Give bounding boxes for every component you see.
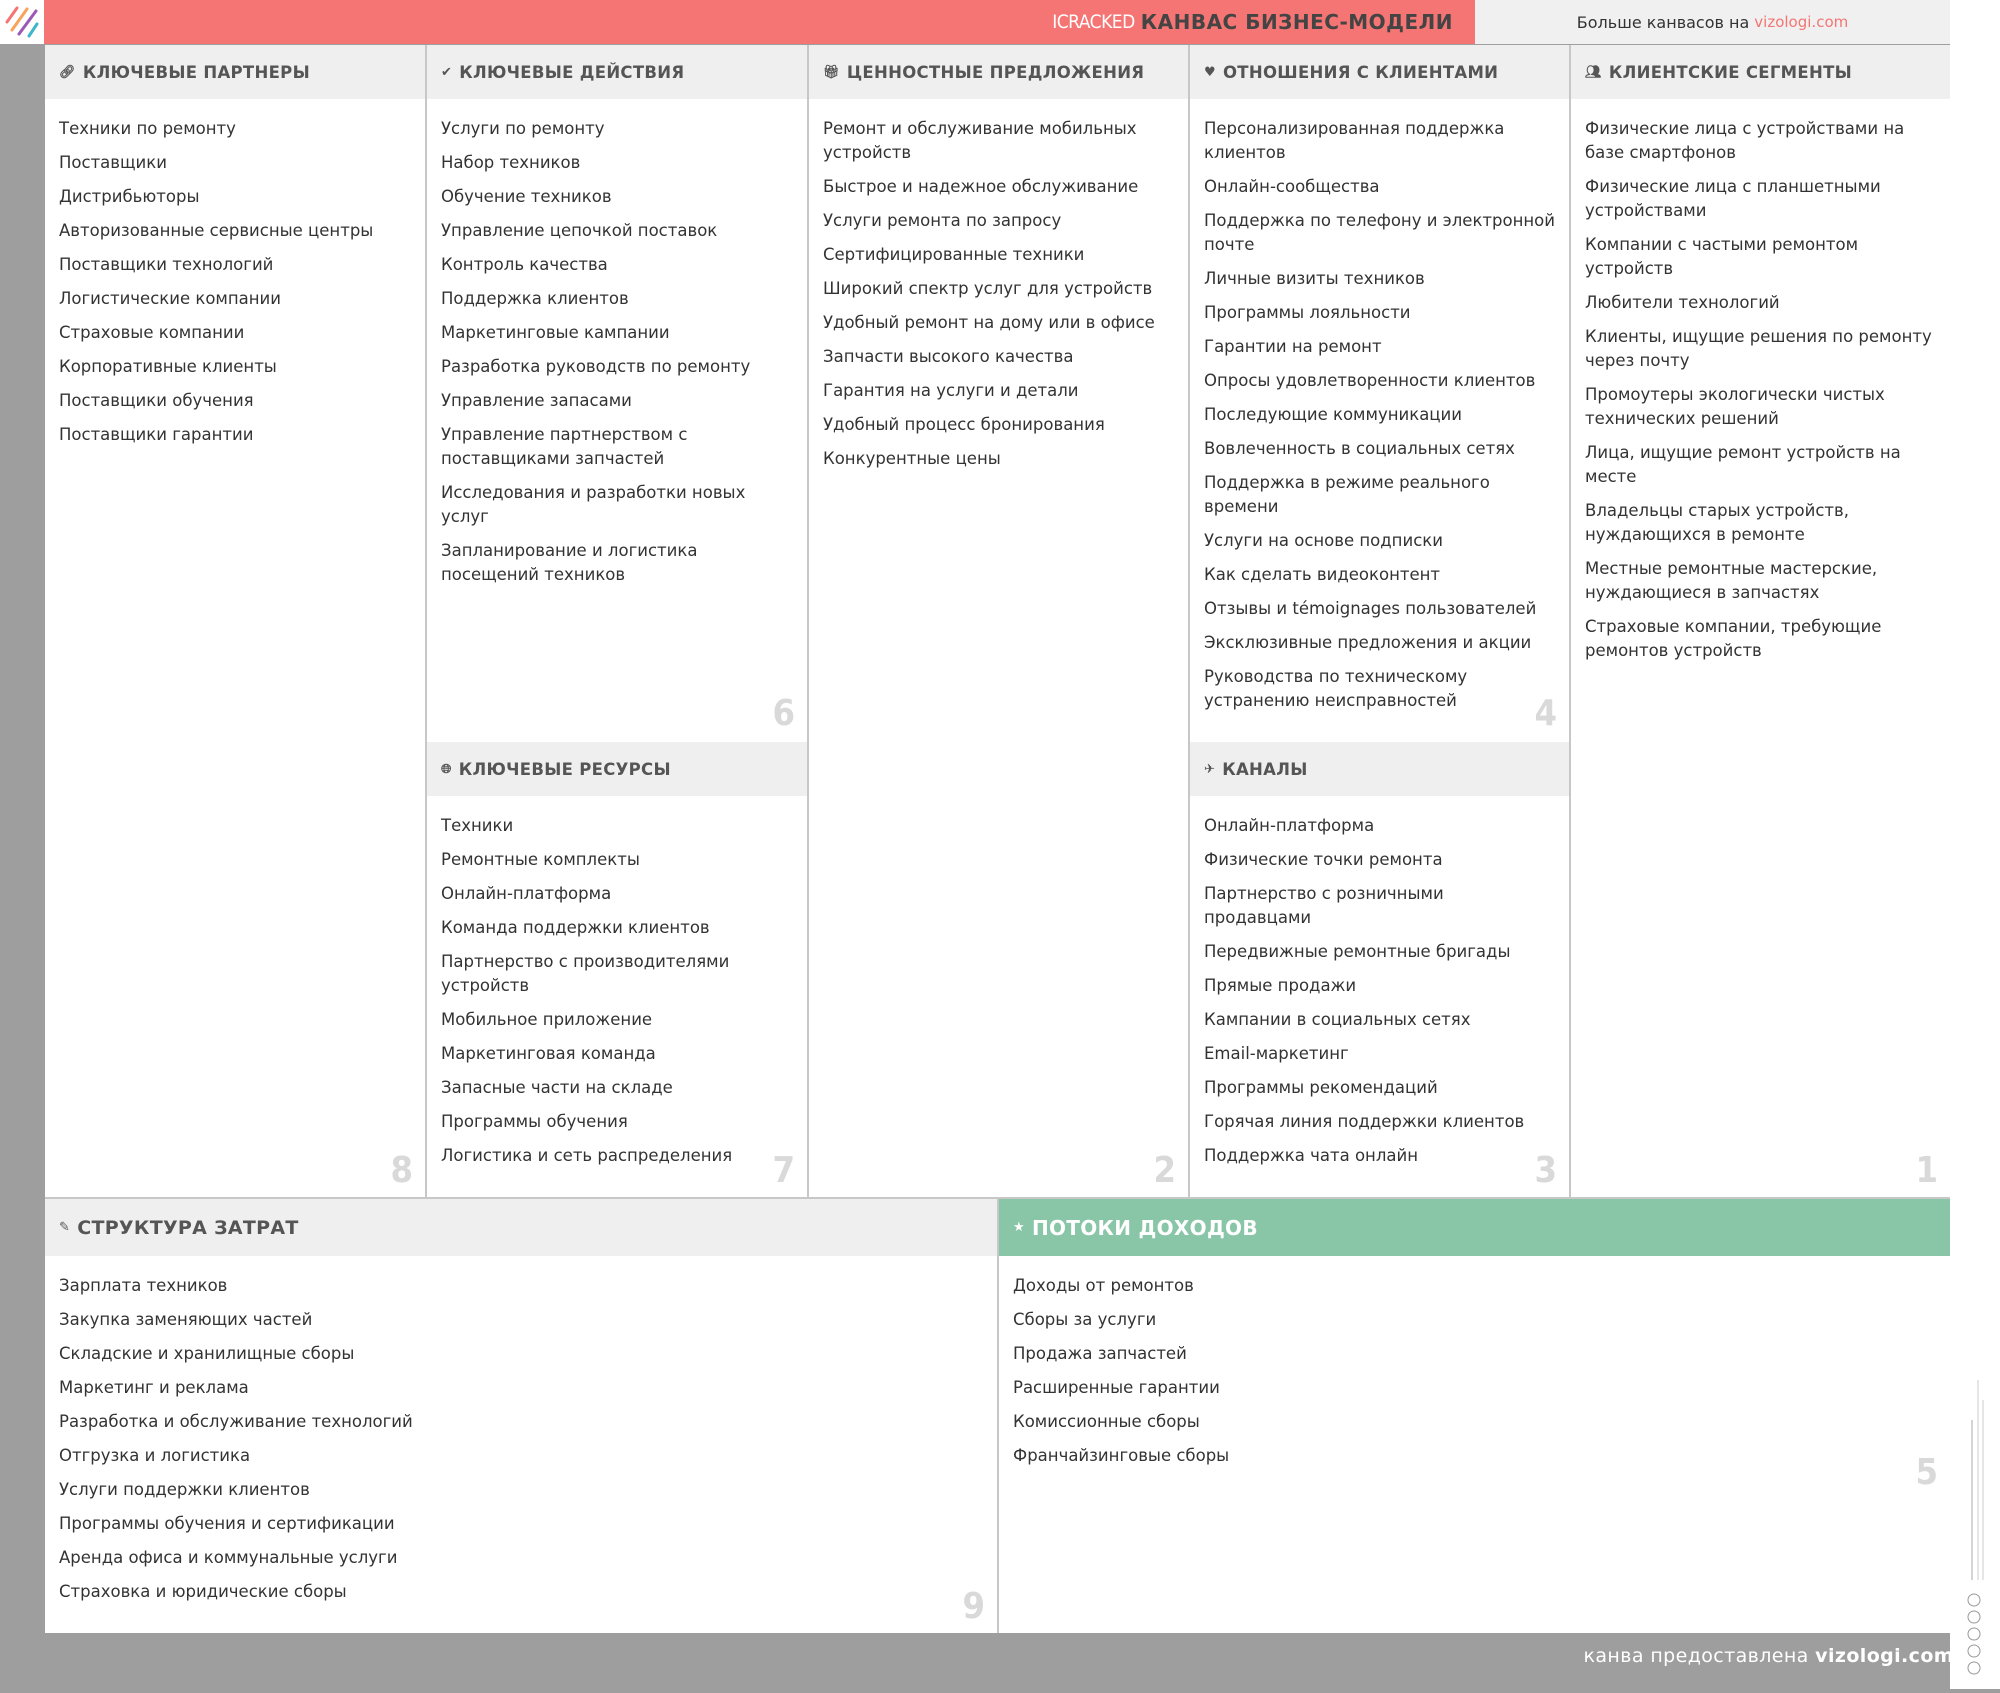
- list-item: Физические лица с устройствами на базе смартфонов: [1585, 119, 1905, 162]
- footer-link[interactable]: vizologi.com: [1815, 1645, 1954, 1667]
- cost-structure-header: [45, 1199, 997, 1256]
- people-icon: 👥︎: [1585, 64, 1602, 80]
- divider: [425, 45, 427, 1197]
- block-number: 9: [962, 1586, 985, 1627]
- divider: [45, 1197, 1950, 1199]
- list-item: Зарплата техников: [59, 1276, 228, 1295]
- list-item: Управление запасами: [441, 391, 632, 410]
- business-model-canvas: [45, 45, 1950, 1633]
- list-item: Поддержка в режиме реального времени: [1204, 473, 1490, 516]
- revenue-streams-list: [999, 1256, 1950, 1468]
- list-item: Франчайзинговые сборы: [1013, 1446, 1230, 1465]
- list-item: Клиенты, ищущие решения по ремонту через почту: [1585, 327, 1932, 370]
- license-icons: [1950, 0, 2000, 1689]
- list-item: Страховые компании, требующие ремонтов устройств: [1585, 617, 1882, 660]
- list-item: Разработка и обслуживание технологий: [59, 1412, 413, 1431]
- list-item: Управление цепочкой поставок: [441, 221, 718, 240]
- list-item: Техники по ремонту: [59, 119, 236, 138]
- channels-title: КАНАЛЫ: [1222, 759, 1308, 779]
- cost-structure-block: [45, 1199, 997, 1633]
- list-item: Дистрибьюторы: [59, 187, 200, 206]
- gift-icon: 🎁︎: [823, 64, 840, 80]
- list-item: Поддержка клиентов: [441, 289, 629, 308]
- list-item: Комиссионные сборы: [1013, 1412, 1200, 1431]
- key-partners-block: [45, 45, 425, 1197]
- customer-relationships-title: ОТНОШЕНИЯ С КЛИЕНТАМИ: [1222, 62, 1499, 82]
- list-item: Физические точки ремонта: [1204, 850, 1443, 869]
- license-strip: [1950, 0, 2000, 1689]
- list-item: Исследования и разработки новых услуг: [441, 483, 746, 526]
- list-item: Руководства по техническому устранению неисправностей: [1204, 667, 1468, 710]
- list-item: Онлайн-платформа: [1204, 816, 1375, 835]
- value-propositions-title: ЦЕННОСТНЫЕ ПРЕДЛОЖЕНИЯ: [846, 62, 1145, 82]
- divider: [1569, 45, 1571, 1197]
- list-item: Поставщики технологий: [59, 255, 274, 274]
- list-item: Кампании в социальных сетях: [1204, 1010, 1471, 1029]
- list-item: Страховые компании: [59, 323, 245, 342]
- list-item: Логистика и сеть распределения: [441, 1146, 733, 1165]
- customer-segments-list: [1571, 99, 1950, 663]
- key-activities-title: КЛЮЧЕВЫЕ ДЕЙСТВИЯ: [459, 62, 685, 82]
- block-number: 3: [1534, 1150, 1557, 1191]
- title-bar: [44, 0, 1475, 44]
- list-item: Логистические компании: [59, 289, 282, 308]
- list-item: Промоутеры экологически чистых технических решений: [1585, 385, 1885, 428]
- block-number: 4: [1534, 693, 1557, 734]
- key-resources-block: [427, 742, 807, 1197]
- plane-icon: ✈: [1204, 761, 1216, 777]
- key-resources-header: [427, 742, 807, 796]
- list-item: Гарантии на ремонт: [1204, 337, 1382, 356]
- revenue-streams-header: [999, 1199, 1950, 1256]
- list-item: Ремонт и обслуживание мобильных устройств: [823, 119, 1137, 162]
- list-item: Отгрузка и логистика: [59, 1446, 251, 1465]
- list-item: Продажа запчастей: [1013, 1344, 1187, 1363]
- list-item: Опросы удовлетворенности клиентов: [1204, 371, 1536, 390]
- list-item: Запасные части на складе: [441, 1078, 673, 1097]
- revenue-streams-title: ПОТОКИ ДОХОДОВ: [1031, 1215, 1258, 1240]
- list-item: Личные визиты техников: [1204, 269, 1425, 288]
- list-item: Удобный ремонт на дому или в офисе: [823, 313, 1155, 332]
- list-item: Партнерство с розничными продавцами: [1204, 884, 1444, 927]
- block-number: 2: [1153, 1150, 1176, 1191]
- list-item: Команда поддержки клиентов: [441, 918, 710, 937]
- list-item: Запчасти высокого качества: [823, 347, 1074, 366]
- block-number: 6: [772, 693, 795, 734]
- list-item: Поддержка чата онлайн: [1204, 1146, 1419, 1165]
- list-item: Поставщики гарантии: [59, 425, 254, 444]
- list-item: Удобный процесс бронирования: [823, 415, 1105, 434]
- list-item: Владельцы старых устройств, нуждающихся в ремонте: [1585, 501, 1850, 544]
- block-number: 8: [390, 1150, 413, 1191]
- list-item: Услуги поддержки клиентов: [59, 1480, 310, 1499]
- channels-block: [1190, 742, 1569, 1197]
- globe-icon: 🌐︎: [441, 761, 452, 777]
- star-icon: ★: [1013, 1220, 1025, 1235]
- list-item: Складские и хранилищные сборы: [59, 1344, 355, 1363]
- company-name: ICRACKED: [1052, 11, 1135, 33]
- list-item: Последующие коммуникации: [1204, 405, 1462, 424]
- list-item: Мобильное приложение: [441, 1010, 653, 1029]
- list-item: Страховка и юридические сборы: [59, 1582, 347, 1601]
- list-item: Услуги на основе подписки: [1204, 531, 1443, 550]
- key-activities-block: [427, 45, 807, 740]
- list-item: Услуги ремонта по запросу: [823, 211, 1062, 230]
- list-item: Контроль качества: [441, 255, 608, 274]
- block-number: 5: [1915, 1452, 1938, 1493]
- list-item: Партнерство с производителями устройств: [441, 952, 730, 995]
- list-item: Онлайн-платформа: [441, 884, 612, 903]
- list-item: Управление партнерством с поставщиками запчастей: [441, 425, 688, 468]
- list-item: Авторизованные сервисные центры: [59, 221, 374, 240]
- more-canvases-banner[interactable]: [1475, 0, 1950, 44]
- customer-relationships-list: [1190, 99, 1569, 713]
- value-propositions-header: [809, 45, 1188, 99]
- value-propositions-list: [809, 99, 1188, 471]
- key-resources-title: КЛЮЧЕВЫЕ РЕСУРСЫ: [458, 759, 671, 779]
- list-item: Сборы за услуги: [1013, 1310, 1157, 1329]
- list-item: Горячая линия поддержки клиентов: [1204, 1112, 1525, 1131]
- list-item: Поддержка по телефону и электронной почте: [1204, 211, 1555, 254]
- list-item: Вовлеченность в социальных сетях: [1204, 439, 1515, 458]
- cost-structure-list: [45, 1256, 997, 1604]
- list-item: Маркетинг и реклама: [59, 1378, 249, 1397]
- vizologi-logo[interactable]: [0, 0, 44, 44]
- list-item: Услуги по ремонту: [441, 119, 605, 138]
- more-canvases-text: Больше канвасов на: [1576, 12, 1750, 32]
- list-item: Широкий спектр услуг для устройств: [823, 279, 1153, 298]
- list-item: Отзывы и témoignages пользователей: [1204, 599, 1537, 618]
- list-item: Поставщики: [59, 153, 167, 172]
- list-item: Поставщики обучения: [59, 391, 254, 410]
- list-item: Программы лояльности: [1204, 303, 1411, 322]
- value-propositions-block: [809, 45, 1188, 1197]
- list-item: Аренда офиса и коммунальные услуги: [59, 1548, 398, 1567]
- list-item: Эксклюзивные предложения и акции: [1204, 633, 1532, 652]
- cost-structure-title: СТРУКТУРА ЗАТРАТ: [77, 1216, 299, 1239]
- tag-icon: ✎: [59, 1220, 71, 1235]
- key-partners-list: [45, 99, 425, 447]
- list-item: Прямые продажи: [1204, 976, 1357, 995]
- list-item: Доходы от ремонтов: [1013, 1276, 1194, 1295]
- list-item: Персонализированная поддержка клиентов: [1204, 119, 1505, 162]
- revenue-streams-block: [999, 1199, 1950, 1633]
- customer-relationships-block: [1190, 45, 1569, 740]
- key-activities-header: [427, 45, 807, 99]
- block-number: 1: [1915, 1150, 1938, 1191]
- key-partners-title: КЛЮЧЕВЫЕ ПАРТНЕРЫ: [82, 62, 310, 82]
- logo-icon: [0, 0, 44, 44]
- customer-segments-header: [1571, 45, 1950, 99]
- list-item: Быстрое и надежное обслуживание: [823, 177, 1139, 196]
- customer-relationships-header: [1190, 45, 1569, 99]
- list-item: Расширенные гарантии: [1013, 1378, 1220, 1397]
- list-item: Гарантия на услуги и детали: [823, 381, 1079, 400]
- list-item: Передвижные ремонтные бригады: [1204, 942, 1511, 961]
- list-item: Любители технологий: [1585, 293, 1780, 312]
- list-item: Программы обучения: [441, 1112, 628, 1131]
- list-item: Техники: [441, 816, 514, 835]
- list-item: Корпоративные клиенты: [59, 357, 277, 376]
- list-item: Местные ремонтные мастерские, нуждающиеся в запчастях: [1585, 559, 1878, 602]
- list-item: Маркетинговая команда: [441, 1044, 656, 1063]
- customer-segments-block: [1571, 45, 1950, 1197]
- key-activities-list: [427, 99, 807, 587]
- list-item: Программы обучения и сертификации: [59, 1514, 395, 1533]
- list-item: Набор техников: [441, 153, 581, 172]
- check-icon: ✔: [441, 64, 453, 80]
- divider: [1188, 45, 1190, 1197]
- list-item: Разработка руководств по ремонту: [441, 357, 751, 376]
- list-item: Компании с частыми ремонтом устройств: [1585, 235, 1859, 278]
- list-item: Ремонтные комплекты: [441, 850, 640, 869]
- key-partners-header: [45, 45, 425, 99]
- list-item: Конкурентные цены: [823, 449, 1001, 468]
- list-item: Физические лица с планшетными устройствами: [1585, 177, 1881, 220]
- list-item: Обучение техников: [441, 187, 612, 206]
- list-item: Сертифицированные техники: [823, 245, 1085, 264]
- key-resources-list: [427, 796, 807, 1168]
- customer-segments-title: КЛИЕНТСКИЕ СЕГМЕНТЫ: [1608, 62, 1853, 82]
- footer-text: канва предоставлена: [1583, 1645, 1809, 1667]
- list-item: Запланирование и логистика посещений техников: [441, 541, 698, 584]
- canvas-title: КАНВАС БИЗНЕС-МОДЕЛИ: [1140, 10, 1453, 34]
- list-item: Онлайн-сообщества: [1204, 177, 1380, 196]
- list-item: Как сделать видеоконтент: [1204, 565, 1441, 584]
- footer-credit[interactable]: [1584, 1645, 1955, 1667]
- list-item: Email-маркетинг: [1204, 1044, 1349, 1063]
- list-item: Лица, ищущие ремонт устройств на месте: [1585, 443, 1901, 486]
- more-canvases-link[interactable]: vizologi.com: [1754, 13, 1849, 31]
- channels-list: [1190, 796, 1569, 1168]
- list-item: Программы рекомендаций: [1204, 1078, 1438, 1097]
- channels-header: [1190, 742, 1569, 796]
- link-icon: 🔗︎: [59, 64, 76, 80]
- block-number: 7: [772, 1150, 795, 1191]
- heart-icon: ♥: [1204, 64, 1216, 80]
- list-item: Закупка заменяющих частей: [59, 1310, 313, 1329]
- divider: [807, 45, 809, 1197]
- list-item: Маркетинговые кампании: [441, 323, 670, 342]
